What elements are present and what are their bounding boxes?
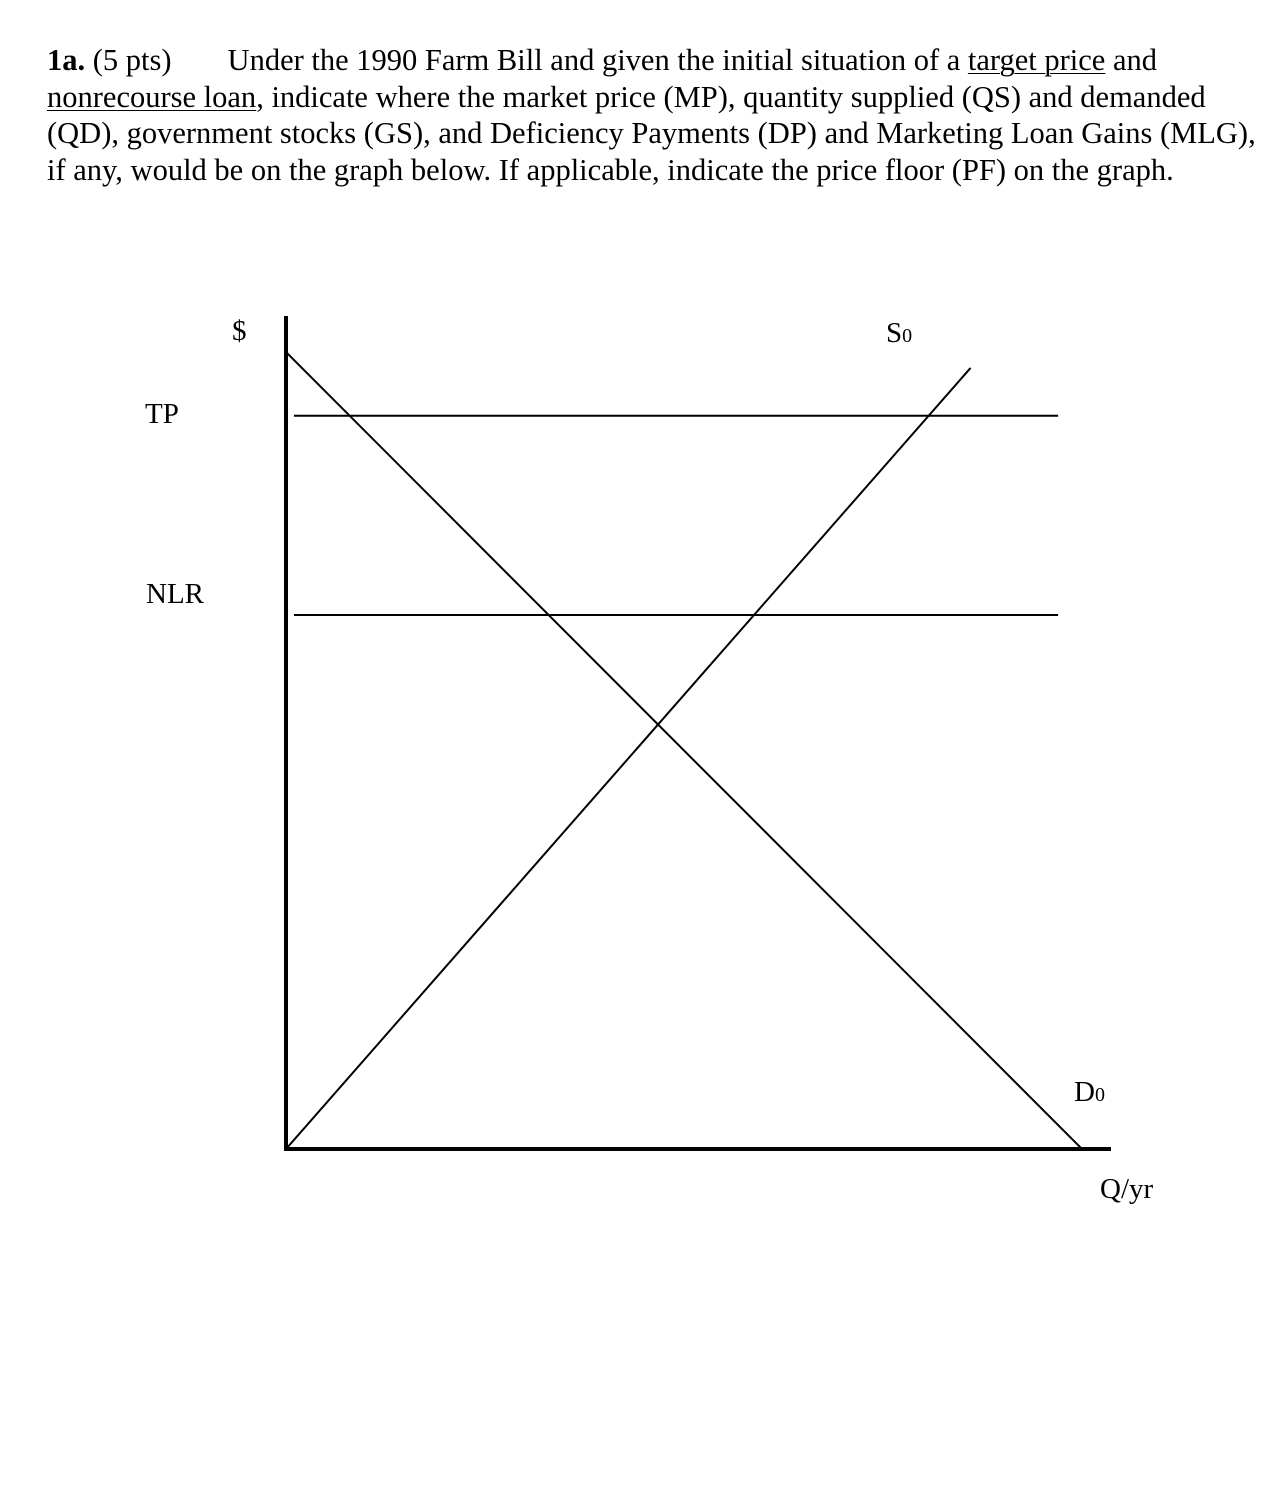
question-number: 1a. [47,43,86,77]
question-intro: Under the 1990 Farm Bill and given the initial situation of a [227,43,968,77]
demand-label-subscript: 0 [1094,1084,1105,1106]
demand-curve-label [1074,1076,1105,1108]
x-axis-label: Q/yr [1100,1173,1154,1205]
question-points: (5 pts) [92,43,172,77]
term-target-price: target price [967,43,1106,77]
demand-label-letter: D [1074,1076,1095,1108]
demand-curve [286,352,1082,1149]
term-nonrecourse-loan: nonrecourse loan [47,79,257,114]
y-axis-label: $ [232,315,247,347]
question-rest: , indicate where the market price (MP), quantity supplied (QS) and demanded (QD), government stocks (GS), and Deficiency Payments (DP) and Marketing Loan Gains (MLG), if any, would be on the graph below. If applicable, indicate the price floor (PF) on the graph. [47,79,1256,187]
supply-curve-label [886,317,912,349]
supply-label-letter: S [886,317,903,349]
nonrecourse-loan-rate-label: NLR [146,578,204,610]
question-mid: and [1105,43,1158,77]
target-price-label: TP [145,398,179,430]
supply-label-subscript: 0 [902,325,913,347]
supply-curve [286,368,971,1149]
